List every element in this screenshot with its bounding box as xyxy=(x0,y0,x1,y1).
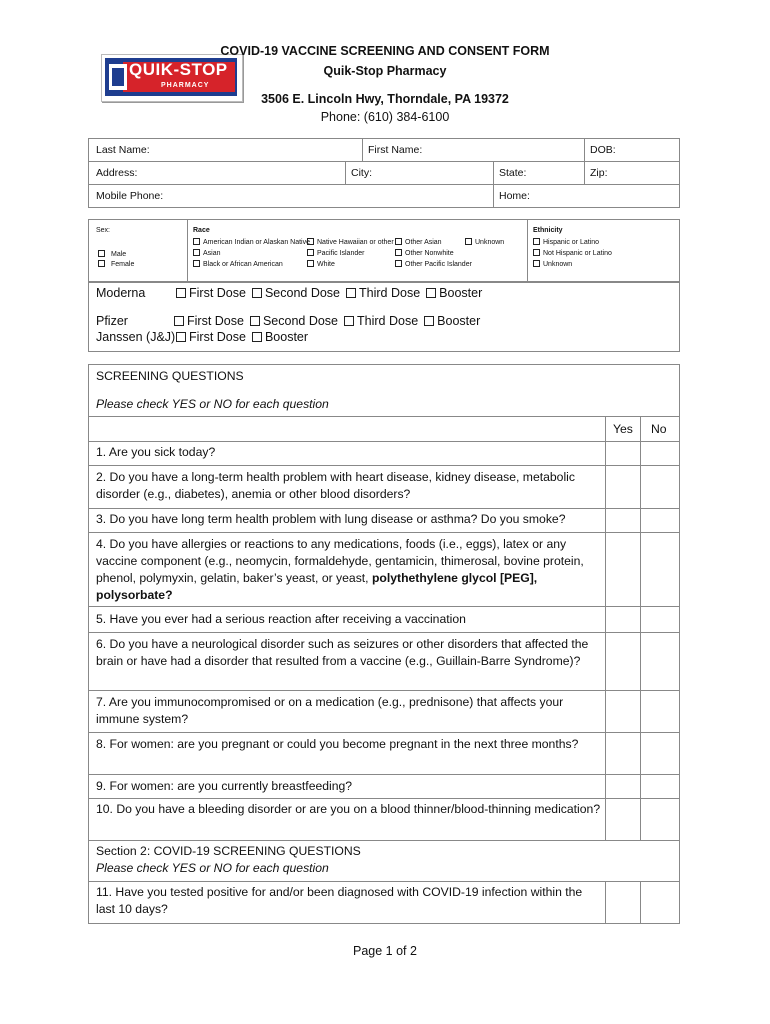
question-9: 9. For women: are you currently breastfeeding? xyxy=(96,779,353,793)
checkbox-icon[interactable] xyxy=(346,288,356,298)
question-4: 4. Do you have allergies or reactions to any medications, foods (i.e., eggs), latex or any vaccine component (e.g., neomycin, formaldehyde, gentamicin, thimerosal, bovine protein, phenol, polymyxin, gelatin, baker’s yeast, or yeast, polythethylene glycol [PEG], polysorbate? xyxy=(96,537,584,602)
checkbox-icon[interactable] xyxy=(98,260,105,267)
screening-heading: SCREENING QUESTIONS xyxy=(96,369,244,383)
checkbox-icon[interactable] xyxy=(426,288,436,298)
yes-answer-column[interactable] xyxy=(606,442,640,839)
ethnicity-option[interactable]: Hispanic or Latino xyxy=(533,238,599,246)
race-option[interactable]: Other Asian xyxy=(395,238,442,246)
sex-label: Sex: xyxy=(96,227,111,234)
janssen-booster[interactable]: Booster xyxy=(252,330,308,344)
race-option-unknown[interactable]: Unknown xyxy=(465,238,504,246)
race-option[interactable]: American Indian or Alaskan Native xyxy=(193,238,310,246)
checkbox-icon[interactable] xyxy=(193,260,200,267)
moderna-booster[interactable]: Booster xyxy=(426,286,482,300)
race-option[interactable]: Pacific Islander xyxy=(307,249,364,257)
question-7: 7. Are you immunocompromised or on a medication (e.g., prednisone) that affects your immune system? xyxy=(96,695,564,726)
race-option[interactable]: Black or African American xyxy=(193,260,283,268)
checkbox-icon[interactable] xyxy=(307,260,314,267)
checkbox-icon[interactable] xyxy=(176,332,186,342)
race-label: Race xyxy=(193,227,210,234)
screening-instruction: Please check YES or NO for each question xyxy=(96,397,329,411)
checkbox-icon[interactable] xyxy=(395,238,402,245)
home-phone-field[interactable]: Home: xyxy=(499,190,530,202)
no-answer-column[interactable] xyxy=(641,442,679,839)
ethnicity-option[interactable]: Unknown xyxy=(533,260,572,268)
race-option[interactable]: White xyxy=(307,260,335,268)
question-5: 5. Have you ever had a serious reaction after receiving a vaccination xyxy=(96,612,466,626)
checkbox-icon[interactable] xyxy=(424,316,434,326)
question-3: 3. Do you have long term health problem with lung disease or asthma? Do you smoke? xyxy=(96,512,566,526)
checkbox-icon[interactable] xyxy=(250,316,260,326)
checkbox-icon[interactable] xyxy=(174,316,184,326)
question-10: 10. Do you have a bleeding disorder or are you on a blood thinner/blood-thinning medication? xyxy=(96,802,601,816)
checkbox-icon[interactable] xyxy=(176,288,186,298)
checkbox-icon[interactable] xyxy=(193,249,200,256)
state-field[interactable]: State: xyxy=(499,167,527,179)
mobile-phone-field[interactable]: Mobile Phone: xyxy=(96,190,164,202)
address-field[interactable]: Address: xyxy=(96,167,138,179)
sex-option-female[interactable]: Female xyxy=(98,260,134,268)
sex-option-male[interactable]: Male xyxy=(98,250,126,258)
race-option[interactable]: Other Nonwhite xyxy=(395,249,454,257)
city-field[interactable]: City: xyxy=(351,167,372,179)
yes-column-header: Yes xyxy=(613,422,633,436)
question-6: 6. Do you have a neurological disorder such as seizures or other disorders that affected the brain or have had a disorder that resulted from a vaccine (e.g., Guillain-Barre Syndrome)? xyxy=(96,637,589,668)
question-11: 11. Have you tested positive for and/or been diagnosed with COVID-19 infection within the last 10 days? xyxy=(96,885,583,916)
janssen-first-dose[interactable]: First Dose xyxy=(176,330,246,344)
checkbox-icon[interactable] xyxy=(344,316,354,326)
checkbox-icon[interactable] xyxy=(252,332,262,342)
vaccine-name-moderna: Moderna xyxy=(96,286,146,300)
checkbox-icon[interactable] xyxy=(252,288,262,298)
moderna-first-dose[interactable]: First Dose xyxy=(176,286,246,300)
checkbox-icon[interactable] xyxy=(395,249,402,256)
vaccine-name-janssen: Janssen (J&J) xyxy=(96,330,176,344)
moderna-third-dose[interactable]: Third Dose xyxy=(346,286,420,300)
race-option[interactable]: Other Pacific Islander xyxy=(395,260,472,268)
moderna-second-dose[interactable]: Second Dose xyxy=(252,286,340,300)
question-1: 1. Are you sick today? xyxy=(96,445,216,459)
dob-field[interactable]: DOB: xyxy=(590,144,616,156)
section2-instruction: Please check YES or NO for each question xyxy=(96,861,329,875)
race-option[interactable]: Native Hawaiian or other xyxy=(307,238,394,246)
checkbox-icon[interactable] xyxy=(533,238,540,245)
no-column-header: No xyxy=(651,422,667,436)
checkbox-icon[interactable] xyxy=(98,250,105,257)
pfizer-first-dose[interactable]: First Dose xyxy=(174,314,244,328)
checkbox-icon[interactable] xyxy=(307,238,314,245)
checkbox-icon[interactable] xyxy=(193,238,200,245)
pfizer-booster[interactable]: Booster xyxy=(424,314,480,328)
pfizer-third-dose[interactable]: Third Dose xyxy=(344,314,418,328)
janssen-options xyxy=(176,330,314,344)
last-name-field[interactable]: Last Name: xyxy=(96,144,150,156)
checkbox-icon[interactable] xyxy=(307,249,314,256)
quik-stop-logo: QUIK-STOP PHARMACY xyxy=(101,54,243,102)
pharmacy-name: Quik-Stop Pharmacy xyxy=(323,64,447,78)
checkbox-icon[interactable] xyxy=(465,238,472,245)
race-option[interactable]: Asian xyxy=(193,249,221,257)
ethnicity-option[interactable]: Not Hispanic or Latino xyxy=(533,249,612,257)
checkbox-icon[interactable] xyxy=(533,260,540,267)
first-name-field[interactable]: First Name: xyxy=(368,144,423,156)
pfizer-options xyxy=(174,314,486,328)
pharmacy-address: 3506 E. Lincoln Hwy, Thorndale, PA 19372 xyxy=(261,92,509,106)
page-number: Page 1 of 2 xyxy=(353,944,417,958)
ethnicity-label: Ethnicity xyxy=(533,227,563,234)
pfizer-second-dose[interactable]: Second Dose xyxy=(250,314,338,328)
section2-heading: Section 2: COVID-19 SCREENING QUESTIONS xyxy=(96,844,361,858)
checkbox-icon[interactable] xyxy=(533,249,540,256)
zip-field[interactable]: Zip: xyxy=(590,167,608,179)
question-8: 8. For women: are you pregnant or could you become pregnant in the next three months? xyxy=(96,737,579,751)
moderna-options xyxy=(176,286,488,300)
vaccine-name-pfizer: Pfizer xyxy=(96,314,128,328)
pharmacy-phone: Phone: (610) 384-6100 xyxy=(320,110,450,124)
form-title: COVID-19 VACCINE SCREENING AND CONSENT FORM xyxy=(220,44,550,58)
checkbox-icon[interactable] xyxy=(395,260,402,267)
question-2: 2. Do you have a long-term health problem with heart disease, kidney disease, metabolic disorder (e.g., diabetes), anemia or other blood disorders? xyxy=(96,470,575,501)
